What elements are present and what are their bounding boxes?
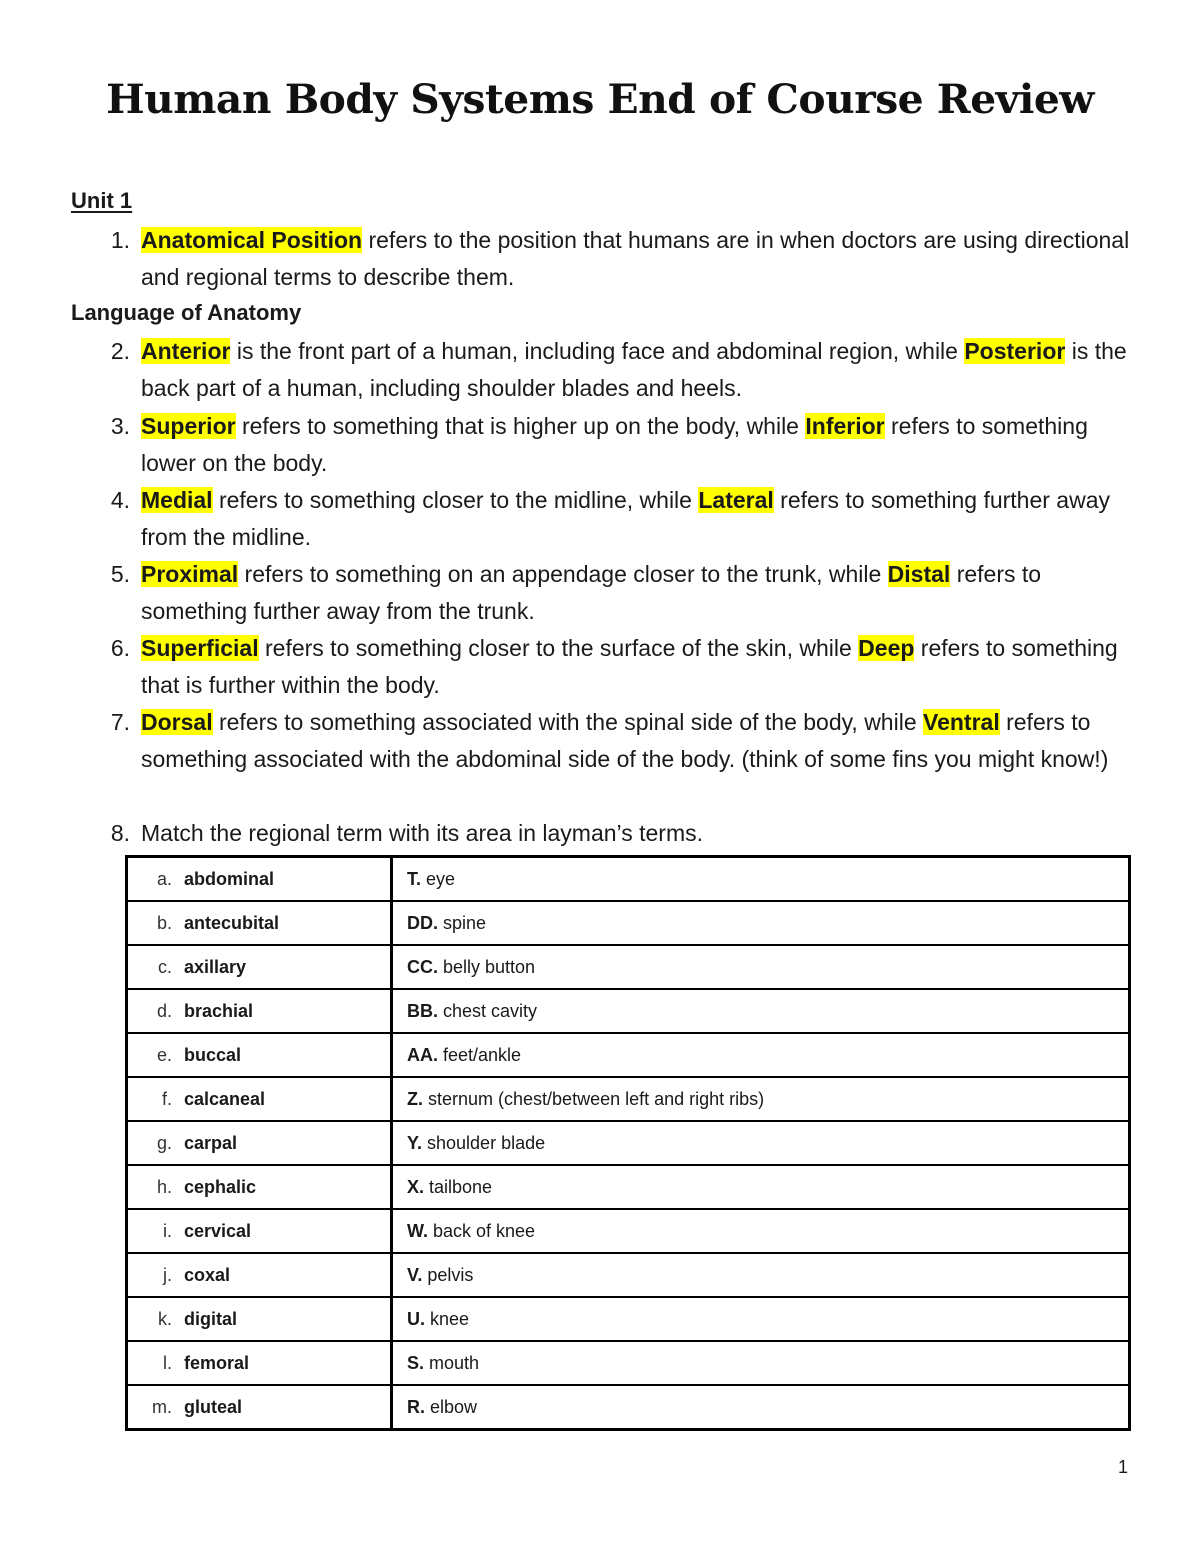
area-description: elbow [425,1396,478,1417]
regional-term: digital [184,1308,237,1329]
answer-code: U. [407,1308,425,1329]
regional-term: coxal [184,1264,231,1285]
row-letter: i. [163,1220,172,1241]
row-letter: a. [156,868,172,889]
item-number: 4. [110,487,130,513]
item-text: is the front part of a human, including face and abdominal region, while [230,338,965,364]
regional-term-cell [127,1209,392,1253]
answer-code: AA. [407,1044,438,1065]
area-description: sternum (chest/between left and right ribs) [423,1088,765,1109]
regional-term-cell [127,1121,392,1165]
regional-term: brachial [184,1000,254,1021]
unit-heading: Unit 1 [71,188,133,213]
regional-term-cell [127,1077,392,1121]
section-heading: Language of Anatomy [71,300,302,325]
regional-term-cell [127,1341,392,1385]
regional-term-cell [127,1385,392,1430]
highlighted-term: Lateral [698,487,774,513]
answer-code: BB. [407,1000,438,1021]
highlighted-term: Deep [858,635,915,661]
row-letter: k. [157,1308,172,1329]
answer-code: Y. [407,1132,423,1153]
area-cell [392,989,1130,1033]
page-number: 1 [1118,1457,1129,1477]
regional-term-cell [127,989,392,1033]
row-letter: l. [163,1352,172,1373]
answer-code: S. [407,1352,425,1373]
item-number: 2. [110,338,130,364]
table-row [127,1165,1130,1209]
area-description: shoulder blade [422,1132,546,1153]
item-text: refers to something further away from the trunk. [141,561,1042,624]
area-description: feet/ankle [438,1044,522,1065]
table-row [127,1077,1130,1121]
table-row [127,1253,1130,1297]
area-cell [392,945,1130,989]
highlighted-term: Proximal [141,561,239,587]
item-text: refers to the position that humans are in when doctors are using directional and regional terms to describe them. [141,227,1130,290]
table-row [127,1121,1130,1165]
item-text: refers to something associated with the abdominal side of the body. (think of some fins you might know!) [141,709,1109,772]
item-text: refers to something that is further within the body. [141,635,1118,698]
table-row [127,989,1130,1033]
area-cell [392,857,1130,902]
item-number: 5. [110,561,130,587]
table-row [127,1341,1130,1385]
item-text: refers to something that is higher up on the body, while [235,413,806,439]
highlighted-term: Anterior [141,338,231,364]
area-cell [392,1121,1130,1165]
regional-term: buccal [184,1044,242,1065]
item-text: is the back part of a human, including shoulder blades and heels. [141,338,1127,401]
answer-code: R. [407,1396,425,1417]
regional-term: femoral [184,1352,250,1373]
item-text: refers to something closer to the midline, while [212,487,699,513]
regional-term: cephalic [184,1176,257,1197]
item-number: 3. [110,413,130,439]
regional-term: antecubital [184,912,280,933]
row-letter: c. [157,956,172,977]
area-description: back of knee [428,1220,536,1241]
highlighted-term: Superior [141,413,236,439]
area-cell [392,1385,1130,1430]
table-row [127,1033,1130,1077]
area-description: belly button [438,956,536,977]
regional-term: abdominal [184,868,275,889]
area-cell [392,1033,1130,1077]
area-cell [392,1341,1130,1385]
item-text: Match the regional term with its area in layman’s terms. [141,820,704,846]
page-title: Human Body Systems End of Course Review [106,76,1094,123]
item-number: 6. [110,635,130,661]
row-letter: e. [156,1044,172,1065]
regional-term: calcaneal [184,1088,266,1109]
area-cell [392,1253,1130,1297]
table-row [127,901,1130,945]
regional-term-cell [127,1297,392,1341]
area-cell [392,901,1130,945]
answer-code: CC. [407,956,438,977]
table-row [127,1297,1130,1341]
highlighted-term: Posterior [964,338,1066,364]
row-letter: h. [156,1176,172,1197]
area-description: spine [438,912,487,933]
regional-term: axillary [184,956,247,977]
table-row [127,1209,1130,1253]
item-text: refers to something further away from the midline. [141,487,1111,550]
highlighted-term: Superficial [141,635,259,661]
regional-term-cell [127,945,392,989]
area-cell [392,1209,1130,1253]
item-text: refers to something on an appendage closer to the trunk, while [238,561,888,587]
item-text: refers to something closer to the surface of the skin, while [258,635,859,661]
highlighted-term: Ventral [923,709,1000,735]
regional-term-cell [127,1165,392,1209]
table-row [127,857,1130,902]
item-number: 1. [110,227,130,253]
row-letter: d. [156,1000,172,1021]
area-description: knee [425,1308,470,1329]
item-number: 8. [110,820,130,846]
answer-code: DD. [407,912,438,933]
area-cell [392,1297,1130,1341]
row-letter: j. [163,1264,172,1285]
answer-code: V. [407,1264,423,1285]
regional-term: carpal [184,1132,238,1153]
regional-term-cell [127,1033,392,1077]
row-letter: m. [152,1396,172,1417]
highlighted-term: Anatomical Position [141,227,363,253]
highlighted-term: Dorsal [141,709,213,735]
highlighted-term: Medial [141,487,213,513]
row-letter: b. [156,912,172,933]
area-description: pelvis [422,1264,474,1285]
area-cell [392,1165,1130,1209]
area-description: eye [421,868,456,889]
answer-code: T. [407,868,422,889]
highlighted-term: Distal [887,561,951,587]
answer-code: W. [407,1220,428,1241]
row-letter: g. [156,1132,172,1153]
row-letter: f. [161,1088,172,1109]
highlighted-term: Inferior [805,413,885,439]
regional-term: gluteal [184,1396,243,1417]
matching-table [125,855,1131,1431]
table-row [127,945,1130,989]
regional-term-cell [127,1253,392,1297]
area-description: mouth [424,1352,480,1373]
regional-term-cell [127,857,392,902]
answer-code: X. [407,1176,425,1197]
area-description: chest cavity [438,1000,538,1021]
table-row [127,1385,1130,1430]
answer-code: Z. [407,1088,423,1109]
regional-term-cell [127,901,392,945]
area-cell [392,1077,1130,1121]
item-text: refers to something associated with the spinal side of the body, while [212,709,923,735]
area-description: tailbone [424,1176,493,1197]
item-number: 7. [110,709,130,735]
item-text: refers to something lower on the body. [141,413,1088,476]
regional-term: cervical [184,1220,252,1241]
